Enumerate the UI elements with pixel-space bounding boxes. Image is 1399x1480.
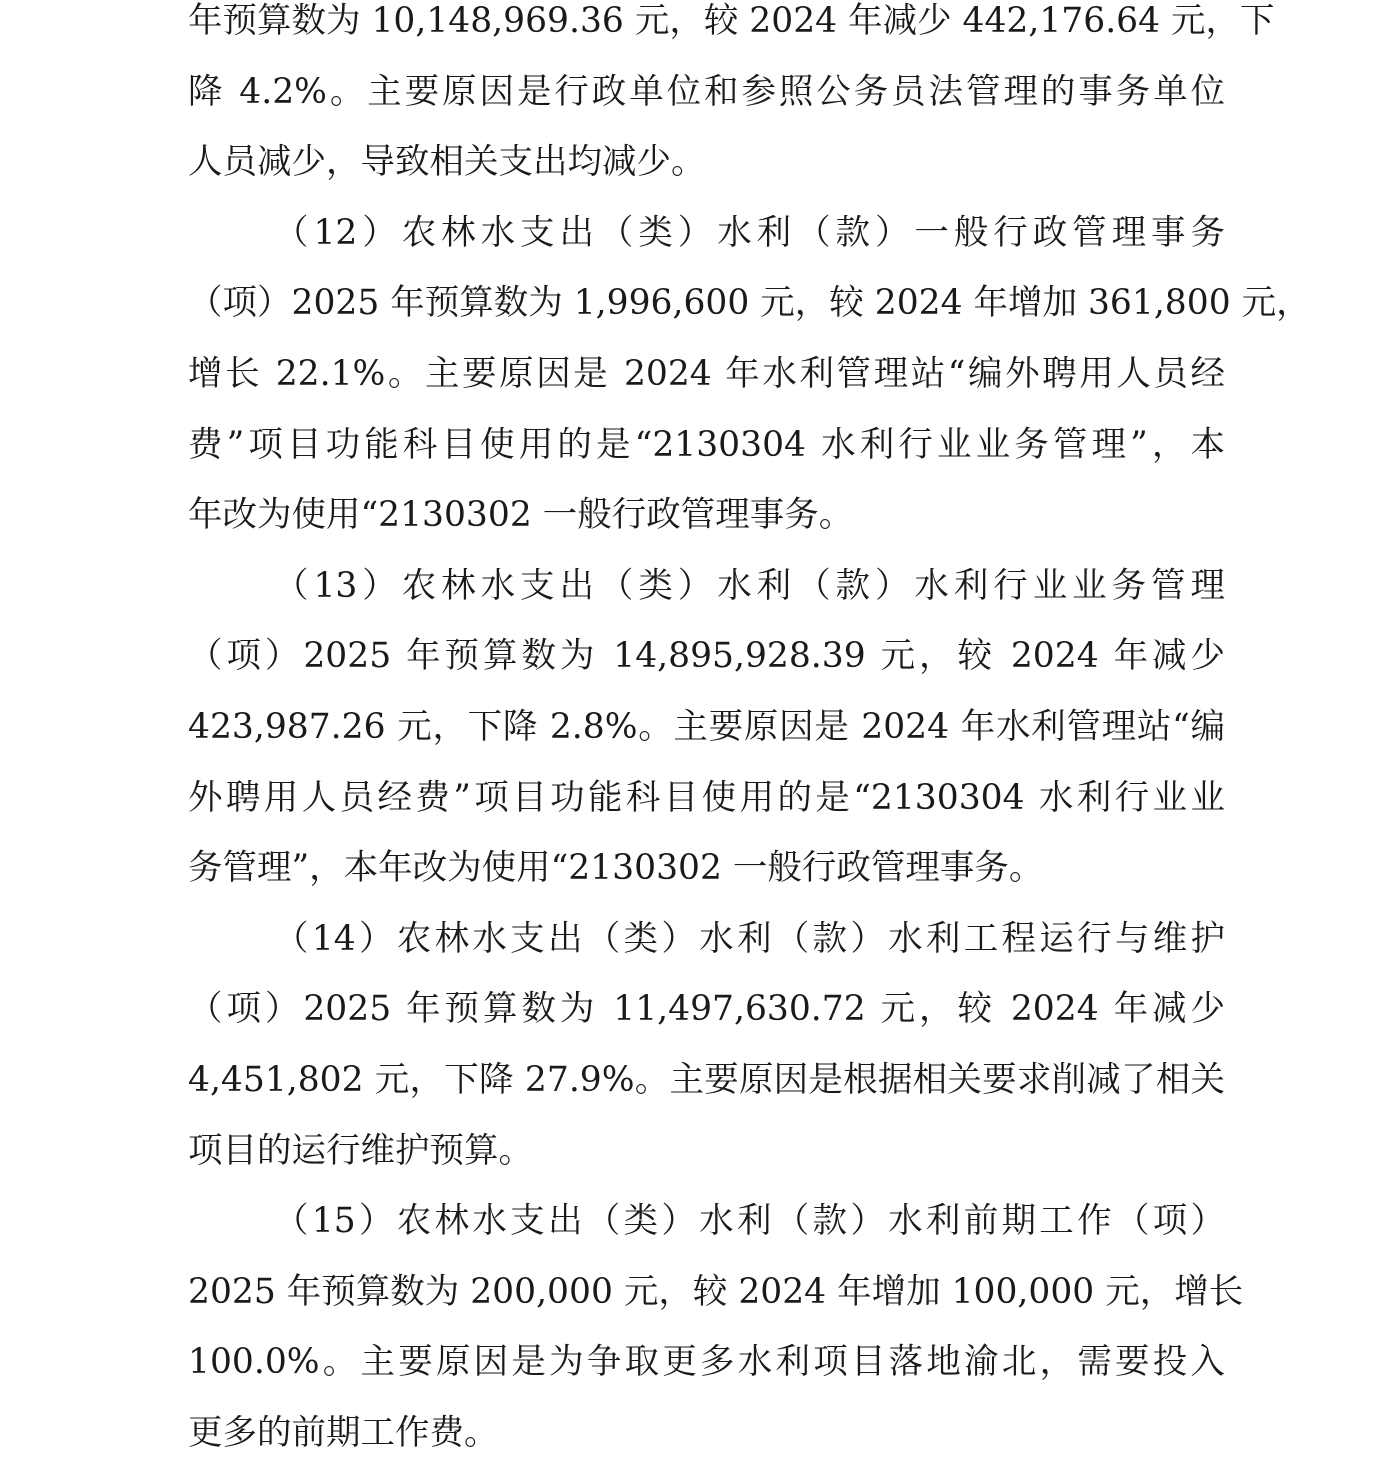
text-line: （13）农林水支出（类）水利（款）水利行业业务管理: [274, 565, 1225, 606]
text-line: 费”项目功能科目使用的是“2130304 水利行业业务管理”，本: [188, 424, 1225, 465]
text-line: 外聘用人员经费”项目功能科目使用的是“2130304 水利行业业: [188, 777, 1225, 818]
text-line: 项目的运行维护预算。: [188, 1130, 533, 1171]
paragraph-11-tail: [188, 0, 1275, 210]
paragraph-12: [188, 210, 1311, 563]
text-line: 423,987.26 元，下降 2.8%。主要原因是 2024 年水利管理站“编: [188, 706, 1225, 747]
paragraph-14: [188, 916, 1225, 1198]
text-line: 务管理”，本年改为使用“2130302 一般行政管理事务。: [188, 848, 1044, 889]
paragraph-15: [188, 1198, 1244, 1480]
text-line: 年预算数为 10,148,969.36 元，较 2024 年减少 442,176.64 元，下: [188, 1, 1275, 41]
text-line: 降 4.2%。主要原因是行政单位和参照公务员法管理的事务单位: [188, 71, 1225, 112]
paragraph-13: [188, 563, 1225, 916]
text-line: 100.0%。主要原因是为争取更多水利项目落地渝北，需要投入: [188, 1342, 1225, 1383]
text-line: （15）农林水支出（类）水利（款）水利前期工作（项）: [274, 1201, 1225, 1242]
text-line: （14）农林水支出（类）水利（款）水利工程运行与维护: [274, 918, 1225, 959]
text-line: 年改为使用“2130302 一般行政管理事务。: [188, 495, 854, 536]
text-line: （项）2025 年预算数为 14,895,928.39 元，较 2024 年减少: [188, 636, 1225, 677]
text-line: 人员减少，导致相关支出均减少。: [188, 142, 706, 183]
text-line: （项）2025 年预算数为 1,996,600 元，较 2024 年增加 361,800 元，: [188, 283, 1311, 324]
text-line: （项）2025 年预算数为 11,497,630.72 元，较 2024 年减少: [188, 989, 1225, 1030]
text-line: 更多的前期工作费。: [188, 1412, 499, 1453]
text-line: 4,451,802 元，下降 27.9%。主要原因是根据相关要求削减了相关: [188, 1059, 1225, 1100]
text-line: 2025 年预算数为 200,000 元，较 2024 年增加 100,000 元，增长: [188, 1271, 1244, 1312]
text-line: 增长 22.1%。主要原因是 2024 年水利管理站“编外聘用人员经: [188, 353, 1225, 394]
document-page: [188, 0, 1311, 1480]
text-line: （12）农林水支出（类）水利（款）一般行政管理事务: [274, 212, 1225, 253]
